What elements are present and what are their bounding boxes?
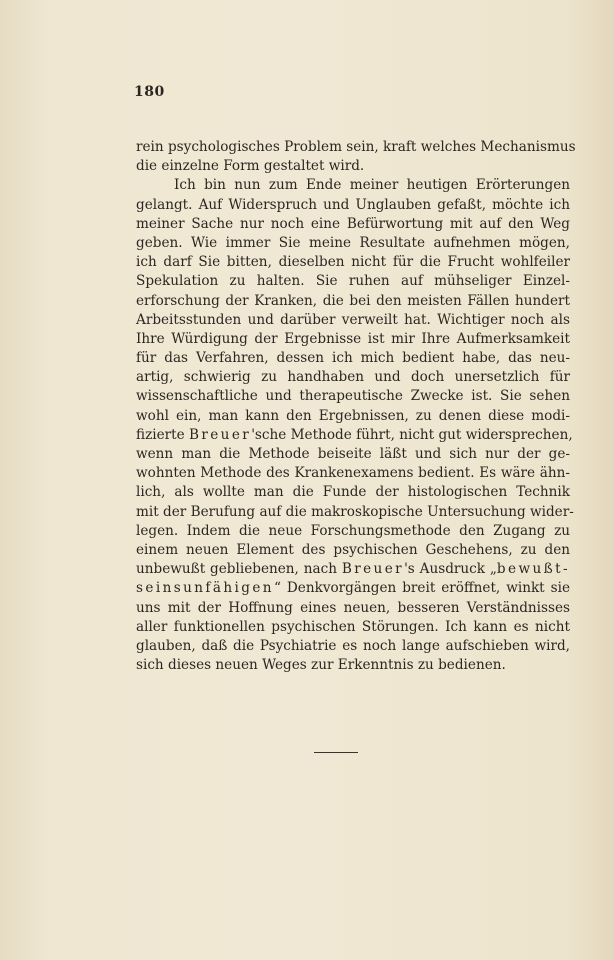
- spaced-term: bewußt-: [496, 561, 570, 578]
- text-line: [136, 560, 570, 579]
- text-line: [136, 426, 573, 445]
- text-line: erforschung der Kranken, die bei den meisten Fällen hundert: [136, 292, 570, 309]
- text-line: wissenschaftliche und therapeutische Zwecke ist. Sie sehen: [136, 388, 570, 405]
- text-line: sich dieses neuen Weges zur Erkenntnis zu bedienen.: [136, 657, 506, 674]
- body-text: [136, 138, 576, 675]
- text-line: lich, als wollte man die Funde der histologischen Technik: [136, 484, 570, 501]
- spaced-name: Breuer: [341, 561, 405, 578]
- text-line: mit der Berufung auf die makroskopische Untersuchung wider-: [136, 503, 574, 520]
- text-segment: “ Denkvorgängen breit eröffnet, winkt sie: [273, 580, 570, 597]
- text-segment: unbewußt gebliebenen, nach: [136, 561, 342, 578]
- text-line: glauben, daß die Psychiatrie es noch lange aufschieben wird,: [136, 637, 570, 654]
- text-line: rein psychologisches Problem sein, kraft welches Mechanismus: [136, 139, 576, 155]
- text-line: Ihre Würdigung der Ergebnisse ist mir Ihre Aufmerksamkeit: [136, 330, 570, 347]
- text-line: wohl ein, man kann den Ergebnissen, zu denen diese modi-: [136, 407, 570, 424]
- text-line: artig, schwierig zu handhaben und doch unersetzlich für: [136, 369, 570, 386]
- text-line: aller funktionellen psychischen Störungen. Ich kann es nicht: [136, 618, 570, 635]
- text-line: für das Verfahren, dessen ich mich bedient habe, das neu-: [136, 350, 570, 367]
- text-line: uns mit der Hoffnung eines neuen, besseren Verständnisses: [136, 599, 570, 616]
- text-line: Spekulation zu halten. Sie ruhen auf mühseliger Einzel-: [136, 273, 570, 290]
- text-line: Ich bin nun zum Ende meiner heutigen Erörterungen: [174, 177, 570, 194]
- text-segment: fizierte: [136, 426, 189, 443]
- text-line: die einzelne Form gestaltet wird.: [136, 158, 365, 175]
- text-segment: 's Ausdruck „: [404, 561, 497, 578]
- end-rule-divider: [314, 752, 358, 753]
- spaced-term: seinsunfähigen: [136, 580, 274, 597]
- text-line: gelangt. Auf Widerspruch und Unglauben gefaßt, möchte ich: [136, 196, 570, 213]
- text-line: ich darf Sie bitten, dieselben nicht für die Frucht wohlfeiler: [136, 254, 570, 271]
- text-line: legen. Indem die neue Forschungsmethode den Zugang zu: [136, 522, 570, 539]
- text-line: Arbeitsstunden und darüber verweilt hat. Wichtiger noch als: [136, 311, 570, 328]
- text-line: [136, 579, 570, 598]
- text-line: einem neuen Element des psychischen Geschehens, zu den: [136, 541, 570, 558]
- text-line: meiner Sache nur noch eine Befürwortung mit auf den Weg: [136, 215, 570, 232]
- text-line: geben. Wie immer Sie meine Resultate aufnehmen mögen,: [136, 234, 570, 251]
- text-line: wenn man die Methode beiseite läßt und sich nur der ge-: [136, 446, 570, 462]
- text-line: wohnten Methode des Krankenexamens bedient. Es wäre ähn-: [136, 465, 570, 482]
- text-segment: 'sche Methode führt, nicht gut widersprechen,: [251, 426, 573, 443]
- page-number: 180: [134, 84, 165, 100]
- spaced-name: Breuer: [188, 426, 252, 443]
